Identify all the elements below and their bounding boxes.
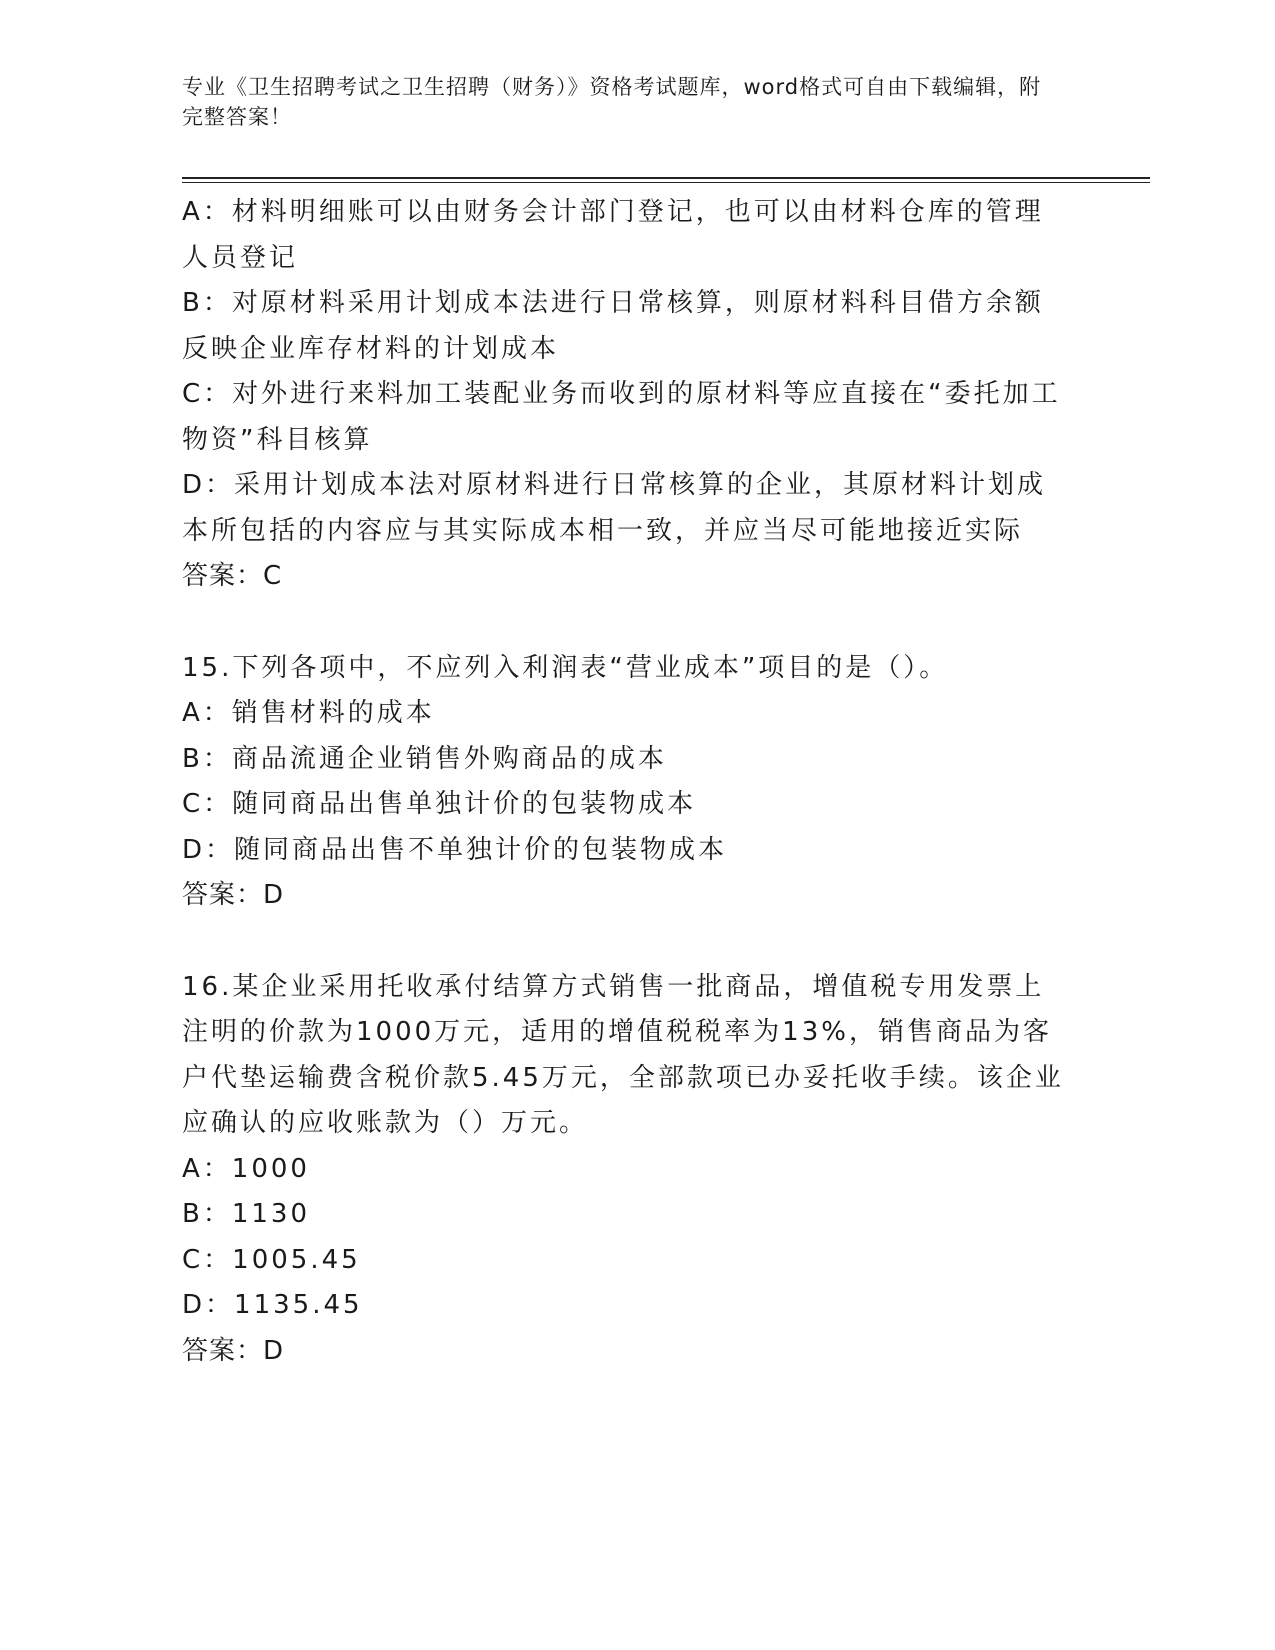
q14-option-d: D：采用计划成本法对原材料进行日常核算的企业，其原材料计划成本所包括的内容应与其实际成本相一致，并应当尽可能地接近实际 (182, 470, 1047, 546)
q14-answer: 答案：C (182, 561, 283, 591)
q15-option-d: D：随同商品出售不单独计价的包装物成本 (182, 834, 728, 865)
q14-option-a: A：材料明细账可以由财务会计部门登记，也可以由材料仓库的管理人员登记 (182, 197, 1044, 273)
spacer (182, 600, 1072, 646)
q16-option-c: C：1005.45 (182, 1244, 361, 1275)
q15-question: 15.下列各项中，不应列入利润表“营业成本”项目的是（）。 (182, 652, 949, 683)
question-16 (182, 965, 1072, 1375)
document-header (182, 72, 1052, 132)
header-divider-thin (182, 182, 1150, 183)
question-14 (182, 190, 1072, 600)
q14-option-b: B：对原材料采用计划成本法进行日常核算，则原材料科目借方余额反映企业库存材料的计划成本 (182, 288, 1044, 364)
question-content (182, 190, 1072, 1374)
header-divider-thick (182, 177, 1150, 179)
header-text: 专业《卫生招聘考试之卫生招聘（财务）》资格考试题库，word格式可自由下载编辑，附完整答案！ (182, 75, 1042, 129)
q15-option-c: C：随同商品出售单独计价的包装物成本 (182, 789, 697, 819)
q16-option-b: B：1130 (182, 1199, 311, 1229)
spacer (182, 919, 1072, 965)
q15-option-b: B：商品流通企业销售外购商品的成本 (182, 743, 667, 774)
q16-option-a: A：1000 (182, 1153, 310, 1184)
q16-option-d: D：1135.45 (182, 1290, 363, 1320)
q16-answer: 答案：D (182, 1335, 285, 1366)
q16-question: 16.某企业采用托收承付结算方式销售一批商品，增值税专用发票上注明的价款为1000万元，适用的增值税税率为13%，销售商品为客户代垫运输费含税价款5.45万元，全部款项已办妥托收手续。该企业应确认的应收账款为（）万元。 (182, 971, 1064, 1138)
q15-option-a: A：销售材料的成本 (182, 698, 435, 728)
q15-answer: 答案：D (182, 880, 285, 910)
q14-option-c: C：对外进行来料加工装配业务而收到的原材料等应直接在“委托加工物资”科目核算 (182, 379, 1061, 455)
question-15 (182, 646, 1072, 919)
